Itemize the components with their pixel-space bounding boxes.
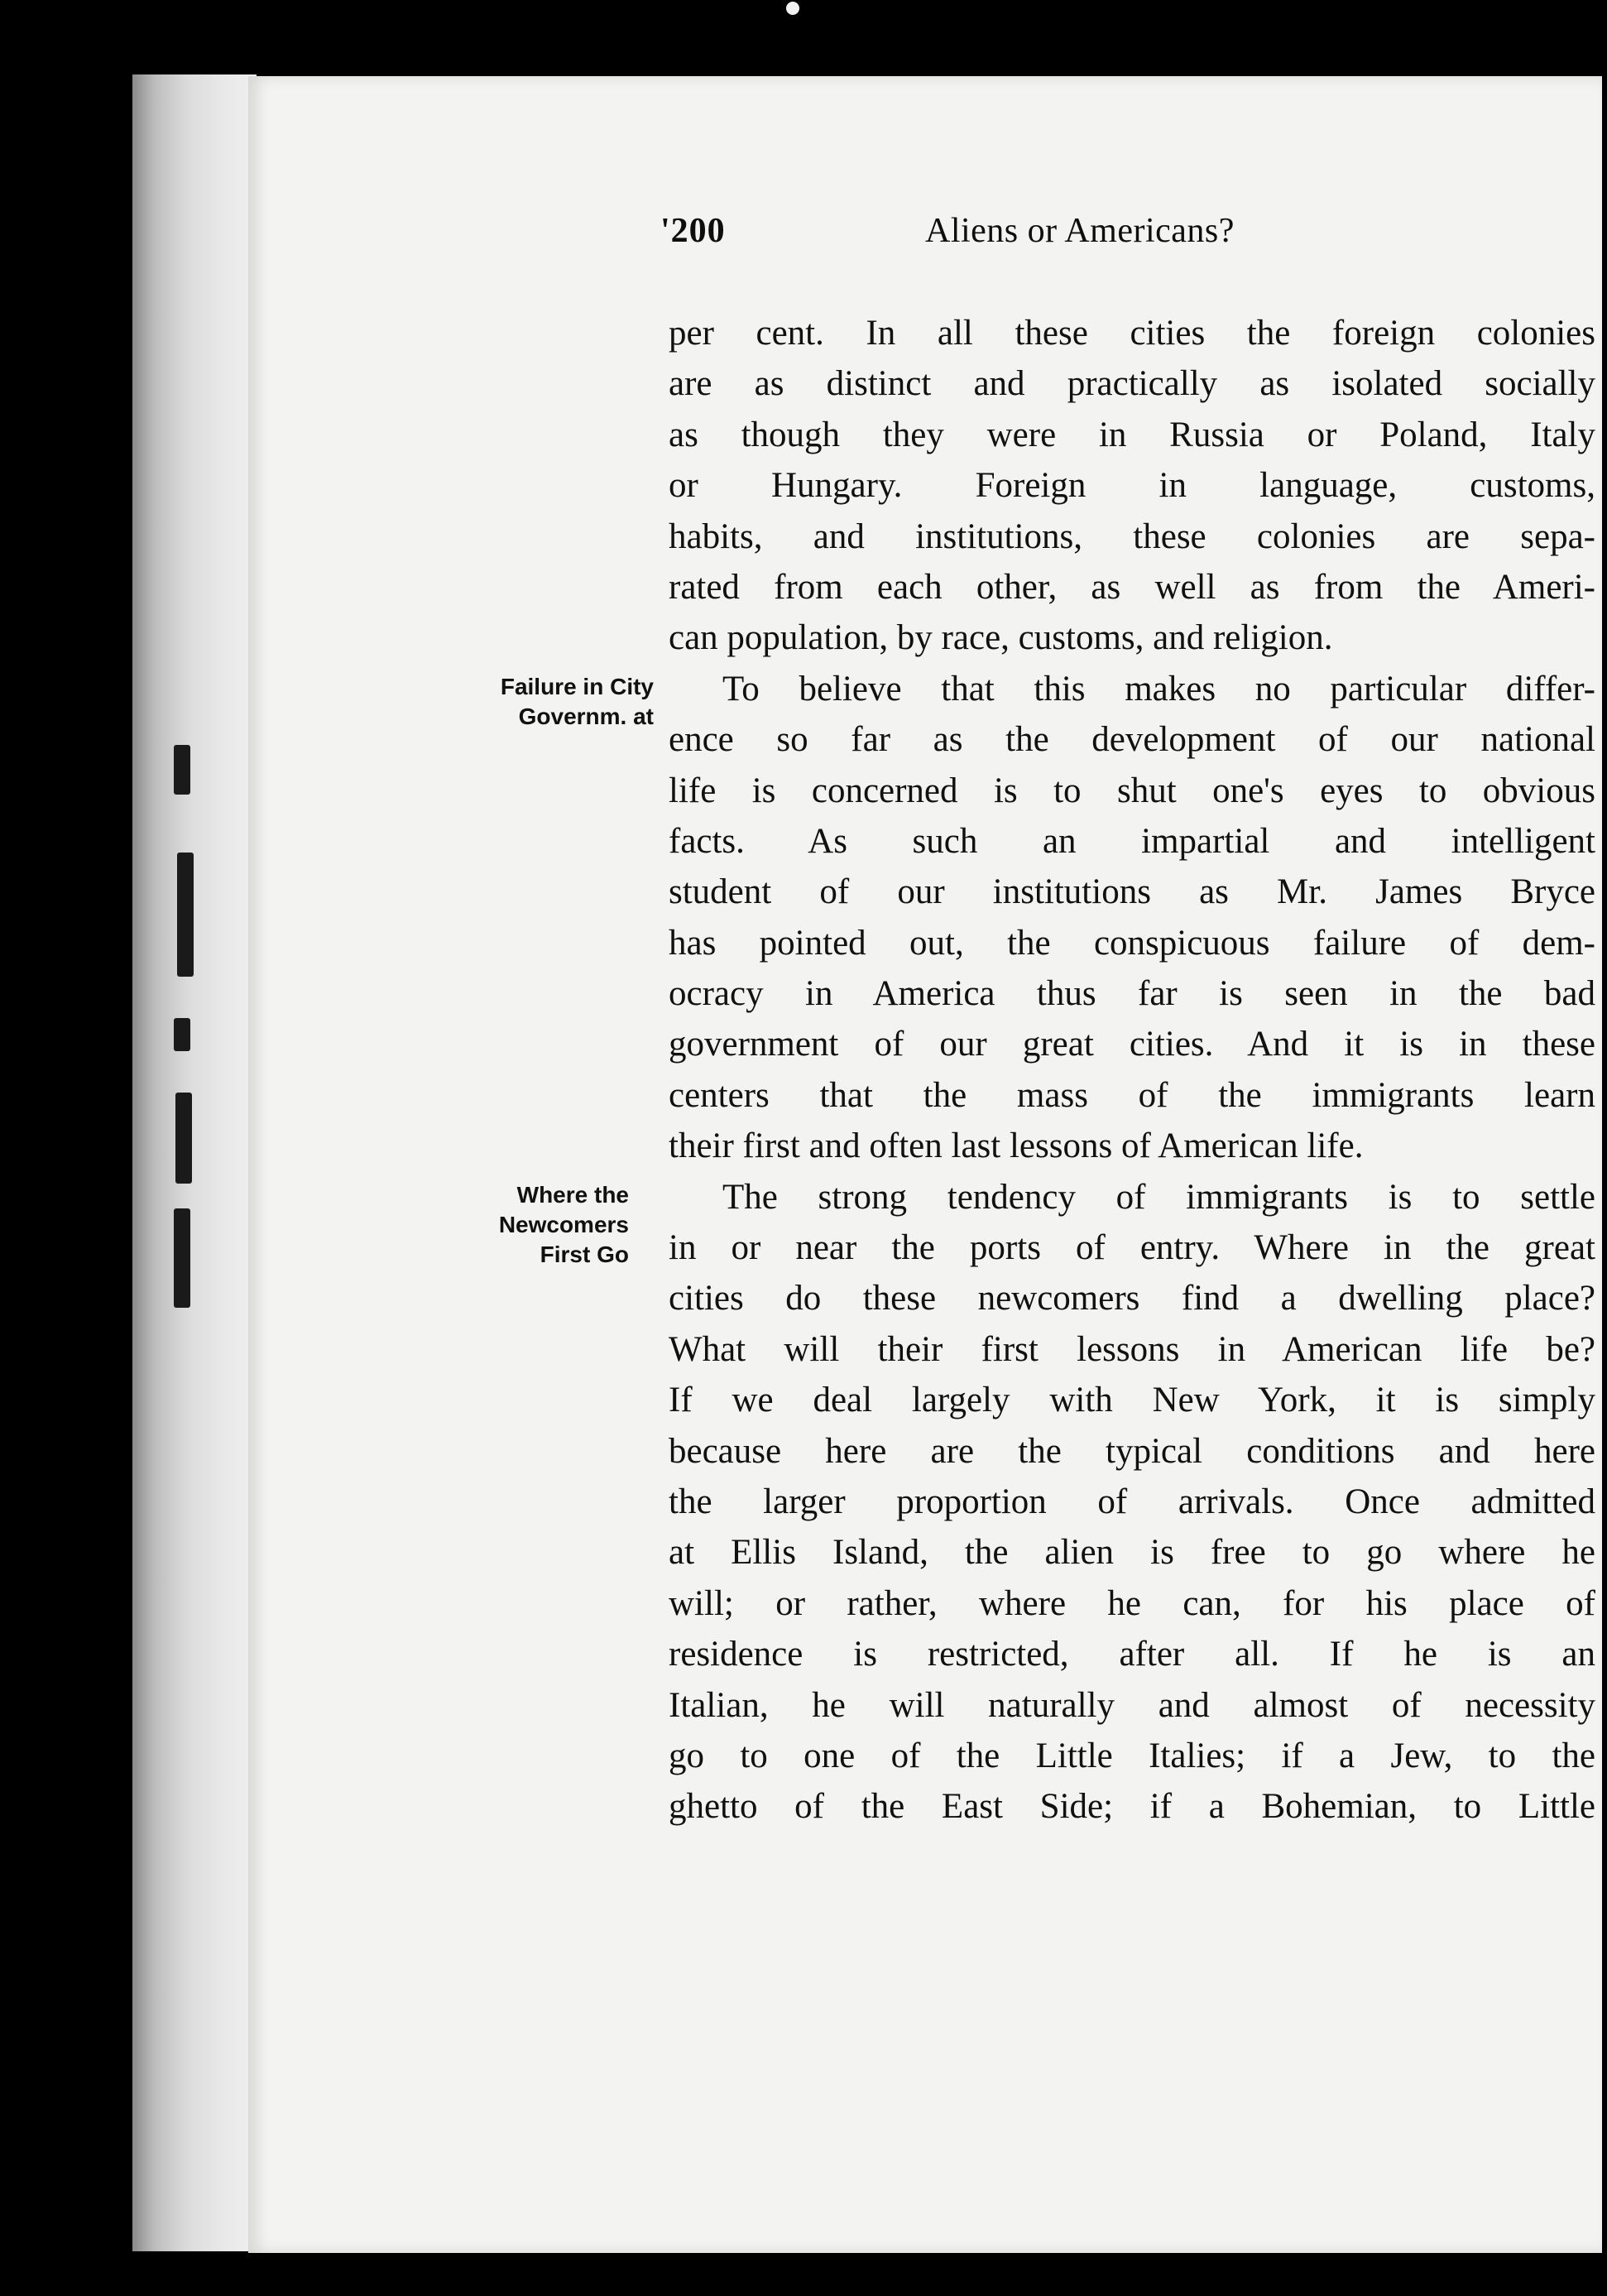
text-line: has pointed out, the conspicuous failure of dem- [669,923,1595,963]
text-line: their first and often last lessons of American life. [669,1126,1364,1166]
text-line: because here are the typical conditions and here [669,1431,1595,1471]
running-header [660,211,1604,269]
margin-note-line: Governm. at [518,704,654,729]
running-title: Aliens or Americans? [925,212,1235,250]
text-line: government of our great cities. And it is in these [669,1025,1595,1064]
text-line: facts. As such an impartial and intelligent [669,821,1595,861]
margin-note-line: Failure in City [500,674,654,699]
text-line: in or near the ports of entry. Where in the great [669,1228,1595,1268]
text-line: ence so far as the development of our national [669,720,1595,760]
text-line: ocracy in America thus far is seen in the bad [669,974,1595,1014]
text-line: will; or rather, where he can, for his place of [669,1583,1595,1623]
gutter-smudges [174,745,207,1324]
page-number: '200 [660,212,726,250]
text-line: To believe that this makes no particular differ- [722,669,1595,708]
text-line: are as distinct and practically as isolated socially [669,364,1595,404]
text-line: go to one of the Little Italies; if a Jew, to the [669,1736,1595,1775]
text-line: at Ellis Island, the alien is free to go where he [669,1533,1595,1573]
text-line: centers that the mass of the immigrants learn [669,1075,1595,1115]
text-line: Italian, he will naturally and almost of necessity [669,1685,1595,1725]
text-line: student of our institutions as Mr. James Bryce [669,872,1595,912]
text-line: The strong tendency of immigrants is to settle [722,1177,1595,1217]
text-line: If we deal largely with New York, it is simply [669,1381,1595,1420]
text-line: the larger proportion of arrivals. Once admitted [669,1482,1595,1521]
text-line: life is concerned is to shut one's eyes to obvious [669,771,1595,810]
text-line: or Hungary. Foreign in language, customs, [669,466,1595,506]
margin-note-line: Newcomers [498,1212,629,1237]
text-line: as though they were in Russia or Poland, Italy [669,415,1595,454]
film-mark [786,2,799,15]
text-line: cities do these newcomers find a dwelling place? [669,1279,1595,1319]
text-line: per cent. In all these cities the foreign colonies [669,314,1595,353]
margin-note-line: First Go [540,1242,629,1267]
margin-note-failure [389,672,654,732]
text-line: rated from each other, as well as from the Ameri- [669,567,1595,607]
margin-note-newcomers [389,1180,629,1270]
margin-note-line: Where the [516,1182,629,1208]
text-line: ghetto of the East Side; if a Bohemian, to Little [669,1787,1595,1827]
text-line: What will their first lessons in American life be? [669,1329,1595,1369]
text-line: habits, and institutions, these colonies are sepa- [669,516,1595,556]
text-line: residence is restricted, after all. If he is an [669,1635,1595,1674]
text-line: can population, by race, customs, and religion. [669,618,1333,658]
body-text [669,308,1595,1832]
